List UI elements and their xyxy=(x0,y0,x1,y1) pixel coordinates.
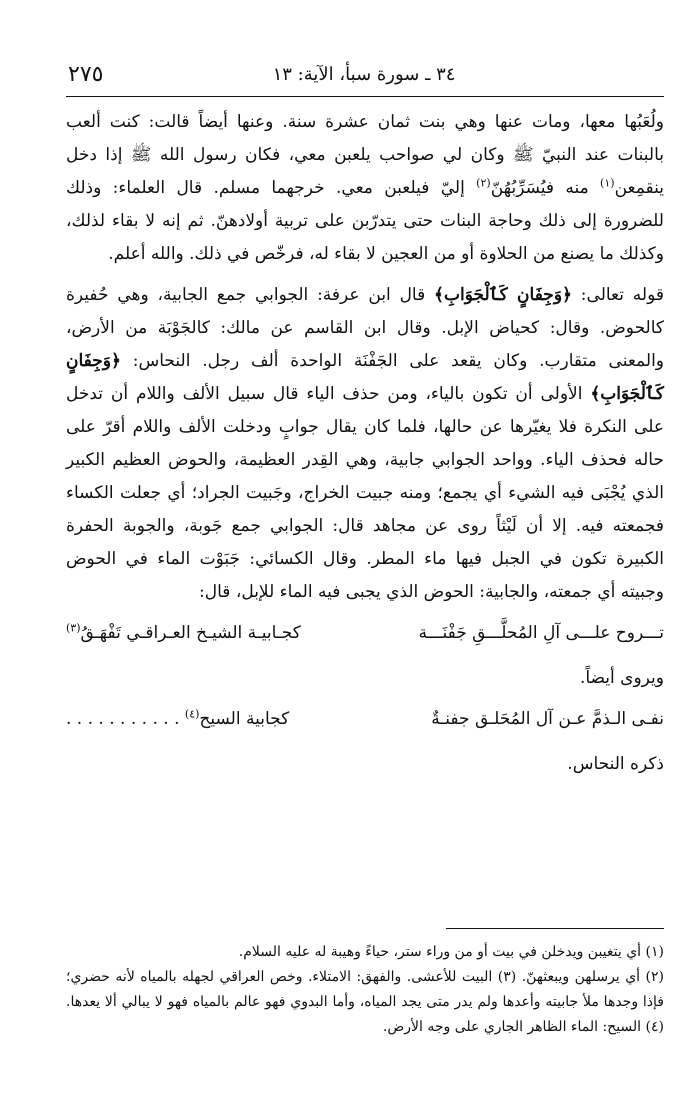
poetry-verse-2 xyxy=(66,703,664,736)
paragraph-2 xyxy=(66,279,664,609)
paragraph-text: قوله تعالى: xyxy=(572,285,665,305)
paragraph-1 xyxy=(66,106,664,271)
verse-first-hemistich: نفـى الـذمَّ عـن آل المُحَلـق جفنـةٌ xyxy=(431,709,664,729)
page-header xyxy=(66,62,662,98)
footnote-ref-4: (٤) xyxy=(184,707,200,721)
paragraph-text: الأولى أن تكون بالياء، ومن حذف الياء قال سبيل الألف واللام أن تدخل على النكرة فلا يغيّرها عن حالها، فلما كان يقال جوابٍ ودخلت الألف واللام أقرّ على حاله فحذف الياء. وواحد الجوابي جابية، وهي القِدر العظيمة، والحوض العظيم الكبير الذي يُجْبَى فيه الشيء أي يجمع؛ ومنه جبيت الخراج، وجَبيت الجراد؛ أي جعلت الكساء فجمعته فيه. إلا أن لَيْثاً روى عن مجاهد قال: الجوابي جمع جَوبة، والجوبة الحفرة الكبيرة تكون في الجبل فيها ماء المطر. وقال الكسائي: جَبَوْت الماء في الحوض وجبيته أي جمعته، والجابية: الحوض الذي يجبى فيه الماء للإبل، قال: xyxy=(66,384,664,602)
verse-second-hemistich xyxy=(66,703,289,736)
narration-note: ويروى أيضاً. xyxy=(579,668,664,688)
header-divider xyxy=(66,96,664,97)
footnote-ref-3: (٣) xyxy=(66,621,81,635)
poetry-verse-1 xyxy=(66,617,664,650)
footnote-divider xyxy=(446,928,664,929)
main-text xyxy=(66,106,664,781)
footnote-ref-1: (١) xyxy=(600,176,615,190)
footnote-2: (٢) أي يرسلهن ويبعثهنّ. (٣) البيت للأعشى. والفهق: الامتلاء. وخص العراقي لجهله بالمياه لأنه حضري؛ فإذا وجدها ملأ جابيته وأعدها ولم يدر متى يجد المياه، وأما البدوي فهو عالم بالمياه فهو لا يبالي ألا يعدها. (٤) السيح: الماء الظاهر الجاري على وجه الأرض. xyxy=(66,969,665,1035)
page-number: ٢٧٥ xyxy=(68,62,104,87)
verse-first-hemistich: تـــروح علـــى آلِ المُحلَّـــقِ جَفْنَـــة xyxy=(418,623,664,643)
verse-text: كجـابيـة الشيـخ العـراقـي تَفْهَـقُ xyxy=(80,623,301,643)
paragraph-text: إليّ فيلعبن معي. خرجهما مسلم. قال العلماء: وذلك للضرورة إلى ذلك وحاجة البنات حتى يتدرّبن على تربية أولادهنّ. ثم إنه لا بقاء لذلك، وكذلك ما يصنع من الحلاوة أو من العجين لا بقاء له، فرخّص في ذلك. والله أعلم. xyxy=(66,178,664,264)
footnotes xyxy=(66,940,664,1040)
footnote-1: (١) أي يتغيبن ويدخلن في بيت أو من وراء ستر، حياءً وهيبة له عليه السلام. xyxy=(238,944,664,960)
quran-quote: ﴿وَجِفَانٍ كَٱلْجَوَابِ﴾ xyxy=(434,285,572,305)
ellipsis-dots: . . . . . . . . . . . xyxy=(66,709,180,729)
paragraph-text: ولُعَبُها معها، ومات عنها وهي بنت ثمان عشرة سنة. وعنها أيضاً قالت: كنت ألعب بالبنات عند النبيّ ﷺ وكان لي صواحب يلعبن معي، فكان رسول الله ﷺ إذا دخل ينقمِعن xyxy=(66,112,664,198)
quran-quote: ﴿وَجِفَانٍ كَٱلْجَوَابِ﴾ xyxy=(66,351,664,404)
running-title: ٣٤ ـ سورة سبأ، الآية: ١٣ xyxy=(272,64,456,85)
paragraph-text: قال ابن عرفة: الجوابي جمع الجابية، وهي حُفيرة كالحوض. وقال: كحياض الإبل. وقال ابن القاسم عن مالك: كالجَوْبَة من الأرض، والمعنى متقارب. وكان يقعد على الجَفْنَة الواحدة ألف رجل. النحاس: xyxy=(66,285,664,371)
footnote-ref-2: (٢) xyxy=(476,176,491,190)
verse-second-hemistich xyxy=(66,617,301,650)
paragraph-text: منه فيُسَرِّبُهُنّ xyxy=(490,178,601,198)
verse-text: كجابية السيح xyxy=(199,709,290,729)
closing-note: ذكره النحاس. xyxy=(567,754,664,774)
